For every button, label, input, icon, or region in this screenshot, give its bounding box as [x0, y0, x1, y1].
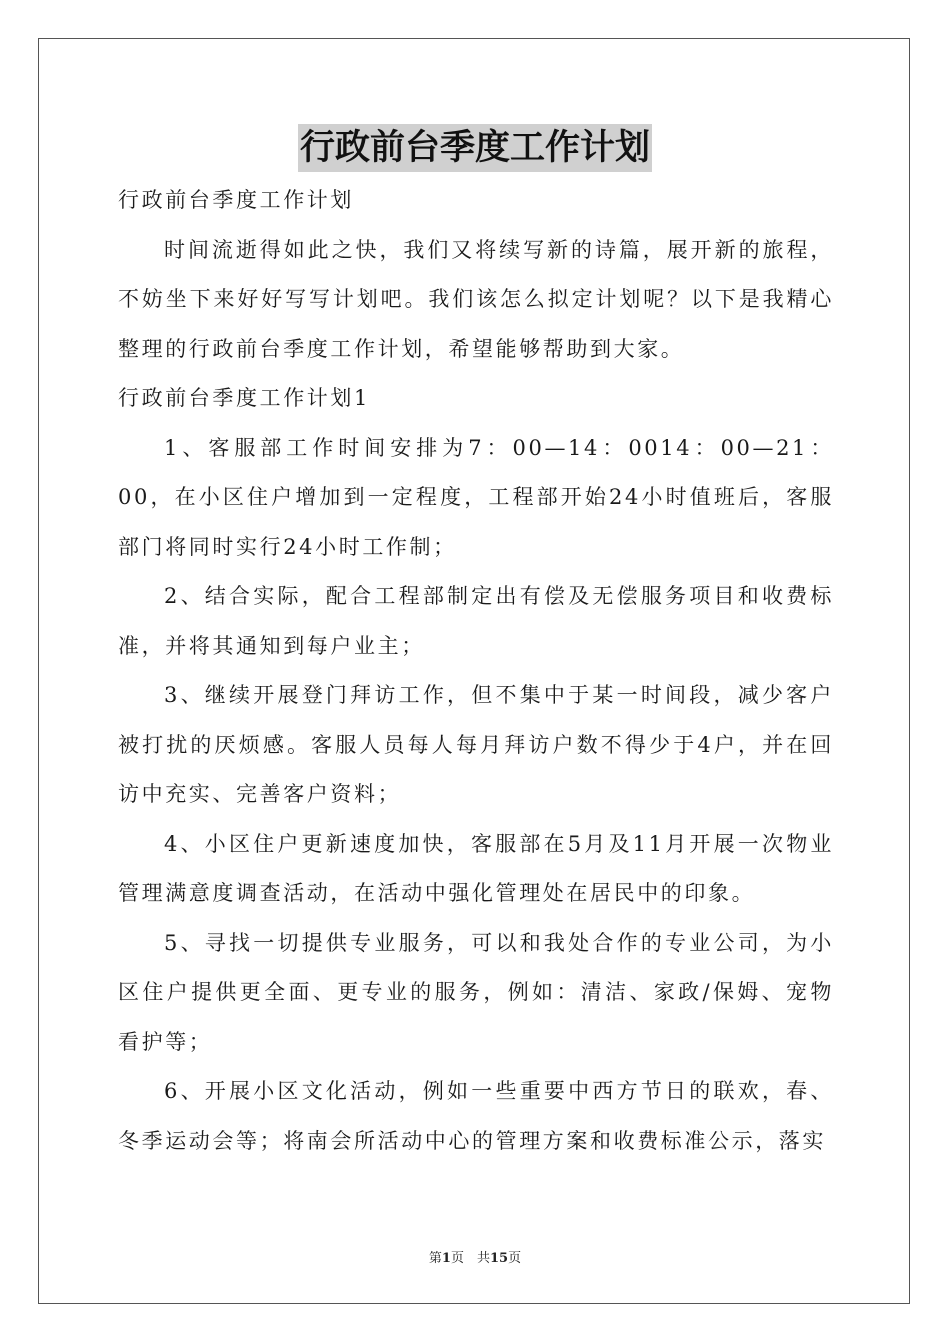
- document-subtitle: 行政前台季度工作计划: [118, 188, 354, 212]
- plan-item-2: 2、结合实际，配合工程部制定出有偿及无偿服务项目和收费标准，并将其通知到每户业主；: [118, 584, 834, 658]
- plan-item-5: 5、寻找一切提供专业服务，可以和我处合作的专业公司，为小区住户提供更全面、更专业的服务，例如：清洁、家政/保姆、宠物看护等；: [118, 930, 834, 1054]
- document-body: [118, 176, 834, 1166]
- section-heading: 行政前台季度工作计划1: [118, 386, 370, 410]
- plan-item-3: 3、继续开展登门拜访工作，但不集中于某一时间段，减少客户被打扰的厌烦感。客服人员每人每月拜访户数不得少于4户，并在回访中充实、完善客户资料；: [118, 683, 834, 806]
- intro-paragraph: 时间流逝得如此之快，我们又将续写新的诗篇，展开新的旅程，不妨坐下来好好写写计划吧。我们该怎么拟定计划呢？以下是我精心整理的行政前台季度工作计划，希望能够帮助到大家。: [118, 237, 834, 361]
- title-container: [0, 124, 950, 172]
- document-title: 行政前台季度工作计划: [298, 124, 652, 172]
- plan-item-6: 6、开展小区文化活动，例如一些重要中西方节日的联欢，春、冬季运动会等；将南会所活动中心的管理方案和收费标准公示，落实: [118, 1079, 834, 1153]
- footer-page-number: 1: [441, 1251, 451, 1266]
- footer-mid: 页 共: [450, 1251, 490, 1266]
- footer-page-total: 15: [489, 1251, 509, 1266]
- plan-item-1: 1、客服部工作时间安排为7：00—14：0014：00—21：00，在小区住户增加到一定程度，工程部开始24小时值班后，客服部门将同时实行24小时工作制；: [118, 435, 834, 559]
- footer-suffix: 页: [508, 1251, 522, 1266]
- page-footer: [0, 1247, 950, 1266]
- footer-prefix: 第: [428, 1251, 442, 1266]
- plan-item-4: 4、小区住户更新速度加快，客服部在5月及11月开展一次物业管理满意度调查活动，在活动中强化管理处在居民中的印象。: [118, 831, 834, 905]
